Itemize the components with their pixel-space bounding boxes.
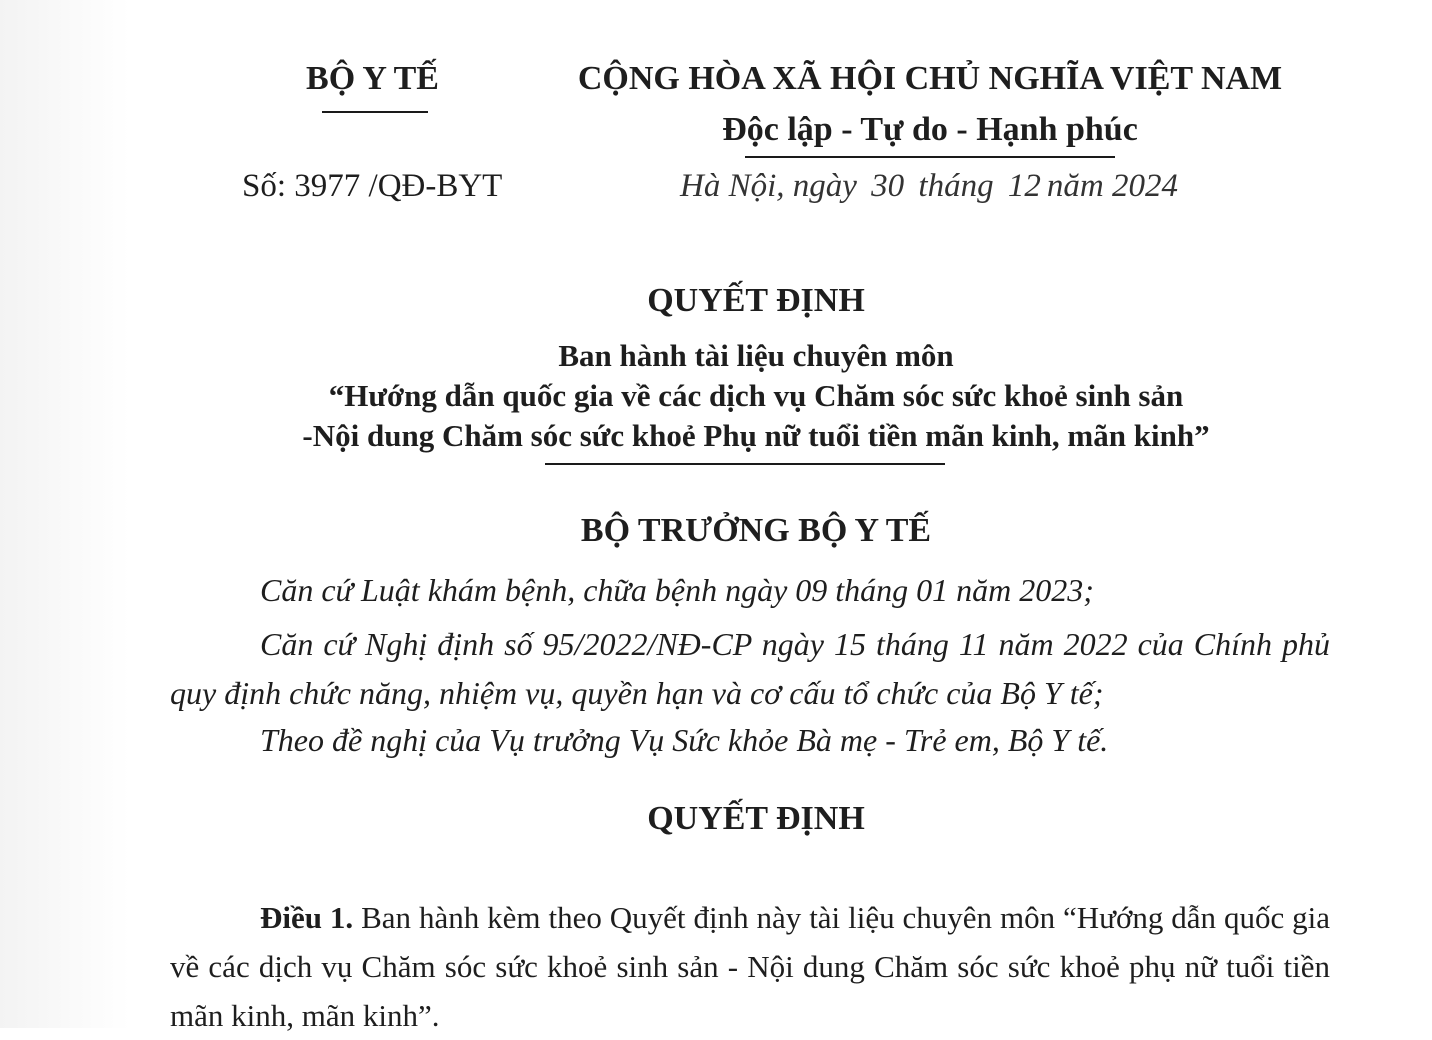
date-year: 2024 (1111, 168, 1178, 204)
scan-edge-shade (0, 0, 130, 1028)
legal-basis-3 (170, 716, 1330, 765)
article-1-text: Ban hành kèm theo Quyết định này tài liệu chuyên môn “Hướng dẫn quốc gia về các dịch vụ Chăm sóc sức khoẻ sinh sản - Nội dung Chăm sóc sức khoẻ phụ nữ tuổi tiền mãn kinh, mãn kinh”. (170, 900, 1331, 1033)
title-underline (545, 463, 945, 465)
place-date-prefix: Hà Nội, ngày (680, 168, 857, 204)
decision-title: QUYẾT ĐỊNH (647, 282, 865, 319)
date-year-label: năm (1046, 168, 1104, 204)
decision-subtitle-3: -Nội dung Chăm sóc sức khoẻ Phụ nữ tuổi tiền mãn kinh, mãn kinh” (302, 418, 1210, 453)
decision-heading: QUYẾT ĐỊNH (647, 800, 865, 837)
legal-basis-2-text: Căn cứ Nghị định số 95/2022/NĐ-CP ngày 15 tháng 11 năm 2022 của Chính phủ quy định chức năng, nhiệm vụ, quyền hạn và cơ cấu tổ chức của Bộ Y tế; (170, 626, 1330, 711)
date-month-label: tháng (918, 168, 994, 204)
legal-basis-1 (170, 566, 1330, 615)
legal-basis-2 (170, 620, 1330, 718)
motto-underline (745, 156, 1115, 158)
article-1-label: Điều 1. (260, 900, 354, 935)
legal-basis-3-text: Theo đề nghị của Vụ trưởng Vụ Sức khỏe Bà mẹ - Trẻ em, Bộ Y tế. (260, 722, 1109, 758)
republic-name: CỘNG HÒA XÃ HỘI CHỦ NGHĨA VIỆT NAM (577, 60, 1283, 97)
decision-subtitle-1: Ban hành tài liệu chuyên môn (558, 338, 954, 373)
article-1 (170, 893, 1330, 1040)
document-number: Số: 3977 /QĐ-BYT (242, 168, 503, 204)
place-date (680, 168, 1178, 205)
national-motto: Độc lập - Tự do - Hạnh phúc (722, 111, 1138, 148)
legal-basis-1-text: Căn cứ Luật khám bệnh, chữa bệnh ngày 09 tháng 01 năm 2023; (260, 572, 1094, 608)
authority-heading: BỘ TRƯỞNG BỘ Y TẾ (580, 512, 932, 549)
date-month: 12 (1007, 168, 1041, 204)
ministry-underline (322, 111, 428, 113)
date-day: 30 (871, 168, 905, 204)
ministry-name: BỘ Y TẾ (306, 60, 439, 97)
decision-subtitle-2: “Hướng dẫn quốc gia về các dịch vụ Chăm sóc sức khoẻ sinh sản (328, 378, 1184, 413)
